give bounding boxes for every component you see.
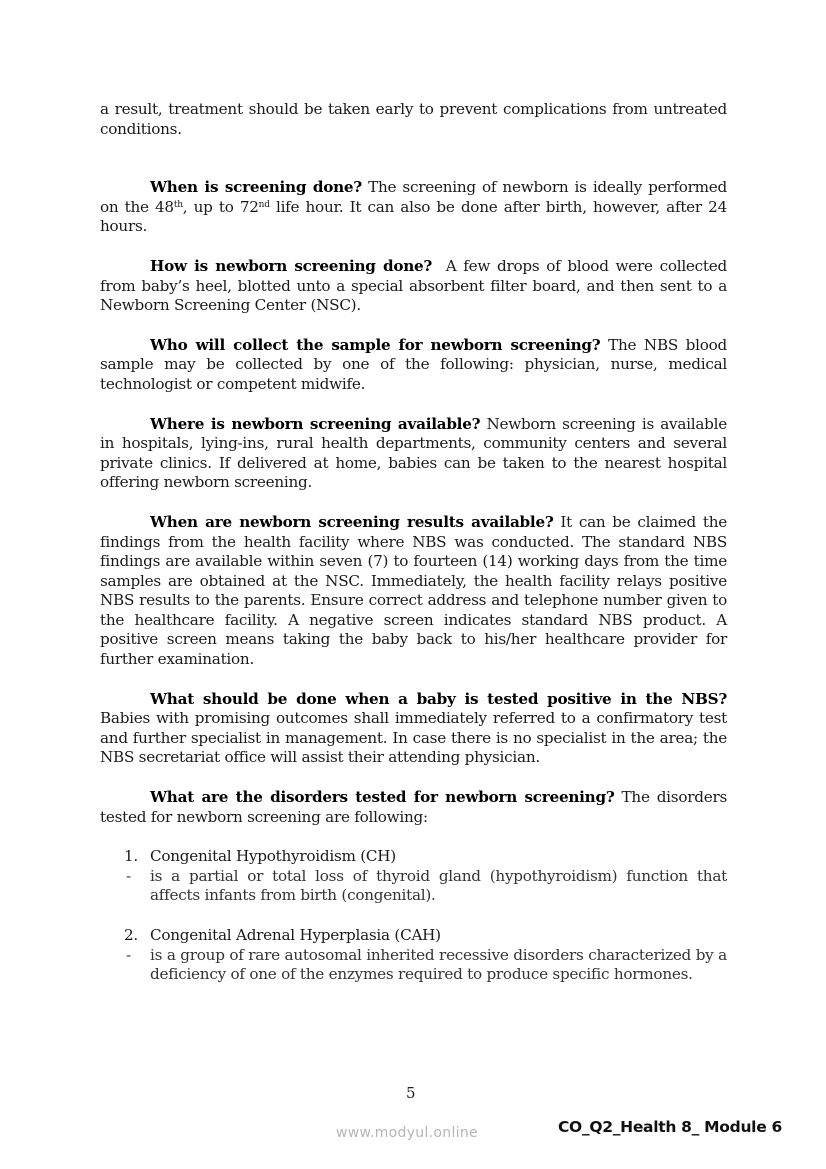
section-who-collects [100, 336, 727, 395]
answer-text: The NBS blood sample may be collected by one of the following: physician, nurse, medical technologist or competent midwife. [100, 335, 728, 393]
disorders-list [100, 847, 727, 985]
module-code: CO_Q2_Health 8_ Module 6 [557, 1118, 782, 1136]
question-heading: Where is newborn screening available? [150, 414, 481, 433]
intro-paragraph: a result, treatment should be taken early to prevent complications from untreated conditions. [100, 100, 727, 138]
watermark-link: www.modyul.online [336, 1125, 478, 1141]
section-results-available [100, 513, 727, 670]
answer-text: Newborn screening is available in hospitals, lying-ins, rural health departments, community centers and several private clinics. If delivered at home, babies can be taken to the nearest hospital offering newborn screening. [100, 414, 728, 492]
question-heading: Who will collect the sample for newborn screening? [150, 335, 601, 354]
list-number: 2. [124, 926, 138, 944]
section-disorders-tested [100, 788, 727, 827]
question-heading: When are newborn screening results available? [150, 512, 554, 531]
answer-text: The disorders tested for newborn screening are following: [100, 788, 727, 826]
question-heading: What should be done when a baby is tested positive in the NBS? [150, 689, 727, 708]
disorder-description: - is a group of rare autosomal inherited recessive disorders characterized by a deficiency of one of the enzymes required to produce specific hormones. [126, 945, 727, 984]
disorder-title: 2. Congenital Adrenal Hyperplasia (CAH) [124, 926, 441, 944]
page-number: 5 [406, 1084, 416, 1102]
answer-text: The screening of newborn is ideally performed on the 48th, up to 72nd life hour. It can also be done after birth, however, after 24 hours. [100, 178, 728, 236]
dash-bullet: - [126, 945, 131, 964]
disorder-description: - is a partial or total loss of thyroid gland (hypothyroidism) function that affects infants from birth (congenital). [126, 866, 727, 905]
answer-text: Babies with promising outcomes shall immediately referred to a confirmatory test and further specialist in management. In case there is no specialist in the area; the NBS secretariat office will assist their attending physician. [100, 709, 727, 767]
disorder-title: 1. Congenital Hypothyroidism (CH) [124, 847, 396, 866]
section-tested-positive [100, 690, 727, 768]
section-where-available [100, 415, 727, 493]
document-page [100, 100, 727, 985]
list-number: 1. [124, 847, 138, 866]
section-how-done [100, 257, 727, 316]
question-heading: How is newborn screening done? [150, 256, 433, 275]
question-heading: When is screening done? [150, 178, 362, 197]
answer-text: It can be claimed the findings from the health facility where NBS was conducted. The standard NBS findings are available within seven (7) to fourteen (14) working days from the time samples are obtained at the NSC. Immediately, the health facility relays positive NBS results to the parents. Ensure correct address and telephone number given to the healthcare facility. A negative screen indicates standard NBS product. A positive screen means taking the baby back to his/her healthcare provider for further examination. [100, 512, 727, 669]
answer-text: A few drops of blood were collected from baby’s heel, blotted unto a special absorbent filter board, and then sent to a Newborn Screening Center (NSC). [100, 256, 727, 315]
section-when-done [100, 178, 727, 237]
dash-bullet: - [126, 866, 131, 885]
question-heading: What are the disorders tested for newborn screening? [150, 788, 615, 807]
